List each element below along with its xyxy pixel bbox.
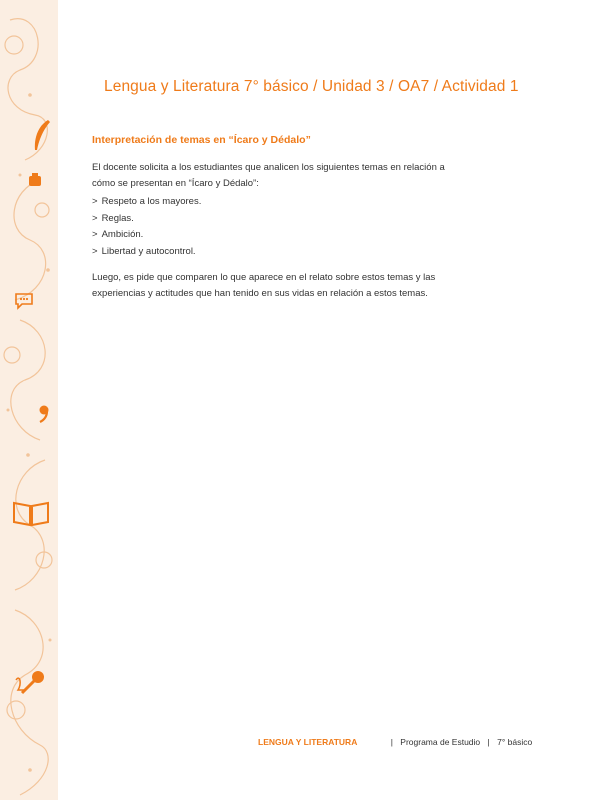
footer-grade: 7° básico: [497, 737, 533, 747]
ink-pot-icon: [26, 172, 44, 188]
list-item: [92, 194, 512, 211]
list-item-text: Reglas.: [101, 212, 134, 224]
closing-line-2: experiencias y actitudes que han tenido en sus vidas en relación a estos temas.: [92, 288, 428, 299]
intro-paragraph: [92, 160, 512, 192]
bullet-marker: >: [92, 212, 98, 224]
list-item-text: Respeto a los mayores.: [101, 196, 202, 207]
bullet-marker: >: [92, 196, 98, 207]
list-item: [92, 244, 512, 261]
footer-separator: |: [487, 737, 490, 747]
open-book-icon: [12, 497, 50, 527]
bullet-marker: >: [92, 245, 98, 257]
closing-line-1: Luego, es pide que comparen lo que aparece en el relato sobre estos temas y las: [92, 272, 436, 283]
bullet-marker: >: [92, 229, 98, 240]
section-title: Interpretación de temas en “Ícaro y Dédalo”: [92, 134, 311, 146]
activity-content: [92, 134, 512, 302]
quill-pen-icon: [30, 118, 52, 154]
microphone-icon: [14, 668, 48, 698]
page-footer: [258, 737, 532, 747]
speech-bubble-icon: [13, 292, 35, 310]
closing-paragraph: [92, 270, 512, 302]
list-item: [92, 227, 512, 244]
list-item: [92, 211, 512, 228]
topics-list: [92, 194, 512, 260]
intro-line-1: El docente solicita a los estudiantes que analicen los siguientes temas en relación a: [92, 162, 445, 173]
footer-program: Programa de Estudio: [400, 737, 481, 747]
page-title: Lengua y Literatura 7° básico / Unidad 3 / OA7 / Actividad 1: [104, 78, 519, 95]
list-item-text: Ambición.: [101, 229, 144, 240]
comma-icon: [38, 404, 50, 424]
intro-line-2: cómo se presentan en “Ícaro y Dédalo”:: [92, 178, 259, 189]
list-item-text: Libertad y autocontrol.: [101, 245, 196, 257]
footer-separator: |: [390, 737, 393, 747]
footer-subject: LENGUA Y LITERATURA: [258, 737, 358, 747]
decorative-margin: [0, 0, 58, 800]
